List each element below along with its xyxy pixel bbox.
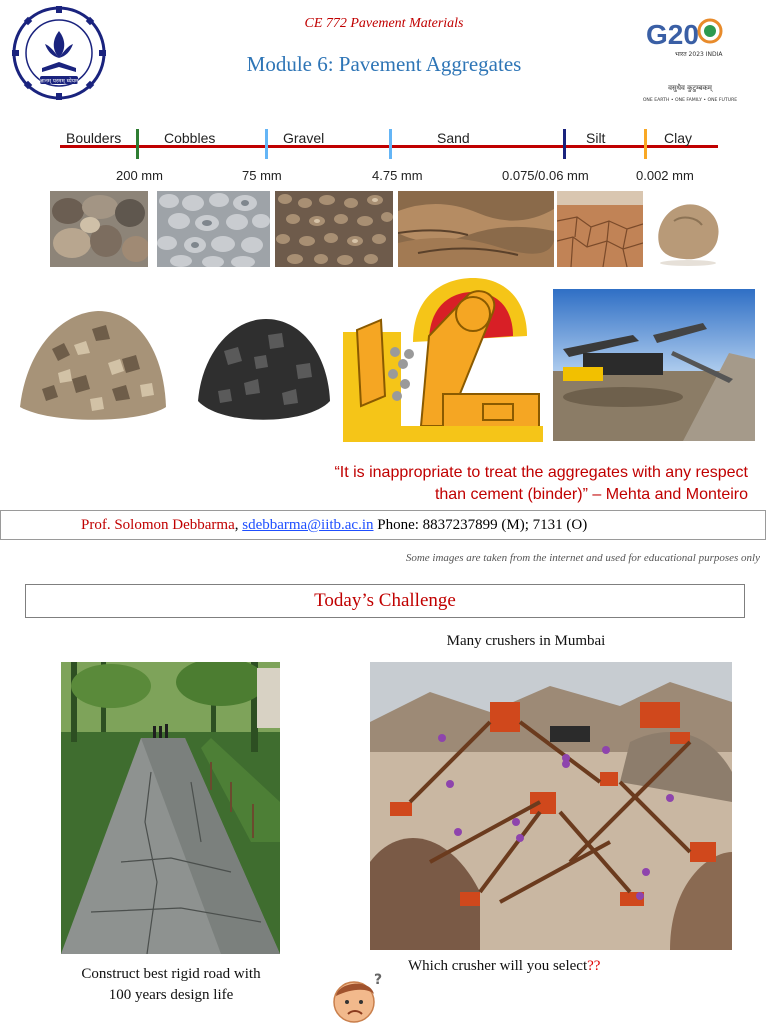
class-label-sand: Sand — [437, 130, 470, 146]
crusher-plant-illustration — [370, 662, 732, 950]
crushers-caption: Many crushers in Mumbai — [446, 633, 606, 649]
class-label-clay: Clay — [664, 130, 693, 146]
professor-name: Prof. Solomon Debbarma — [81, 517, 235, 533]
road-caption — [45, 964, 297, 1006]
g20-logo — [640, 10, 740, 105]
svg-text:?: ? — [374, 972, 383, 988]
svg-text:G20: G20 — [646, 19, 699, 50]
light-aggregate-photo — [12, 289, 174, 441]
class-label-gravel: Gravel — [283, 130, 325, 146]
quote-line-2: than cement (binder)” – Mehta and Monteiro — [434, 486, 748, 503]
image-disclaimer: Some images are taken from the internet and used for educational purposes only — [405, 552, 760, 564]
scale-tick-0-075mm — [563, 129, 566, 159]
jaw-crusher-diagram — [343, 276, 543, 442]
class-label-silt: Silt — [586, 130, 606, 146]
cobbles-photo — [157, 191, 270, 267]
thinking-face-icon — [330, 968, 388, 1024]
boulders-photo — [50, 191, 148, 267]
question-caption — [408, 958, 600, 975]
clay-photo — [648, 191, 728, 267]
size-label-0-002mm: 0.002 mm — [636, 168, 694, 183]
scale-tick-0-002mm — [644, 129, 647, 159]
question-text: Which crusher will you select — [408, 958, 588, 974]
silt-photo — [557, 191, 643, 267]
size-label-4-75mm: 4.75 mm — [372, 168, 423, 183]
svg-text:वसुधैव कुटुम्बकम्: वसुधैव कुटुम्बकम् — [668, 84, 712, 92]
dark-aggregate-photo — [184, 289, 342, 441]
road-photo — [61, 662, 280, 954]
todays-challenge-title: Today’s Challenge — [25, 584, 745, 618]
phone-text: Phone: 8837237899 (M); 7131 (O) — [373, 517, 588, 533]
quote-block — [250, 462, 748, 506]
svg-text:भारत 2023 INDIA: भारत 2023 INDIA — [675, 51, 723, 58]
course-title: CE 772 Pavement Materials — [304, 16, 464, 31]
contact-box — [0, 510, 766, 540]
sand-photo — [398, 191, 554, 267]
svg-text:ज्ञानम् परमम् ध्येयम्: ज्ञानम् परमम् ध्येयम् — [39, 78, 79, 85]
size-label-200mm: 200 mm — [116, 168, 163, 183]
email-link[interactable]: sdebbarma@iitb.ac.in — [242, 517, 374, 533]
module-title: Module 6: Pavement Aggregates — [246, 52, 522, 76]
size-label-75mm: 75 mm — [242, 168, 282, 183]
road-caption-line-2: 100 years design life — [108, 987, 234, 1003]
mobile-crusher-photo — [553, 289, 755, 441]
contact-separator: , — [234, 517, 243, 533]
question-marks: ?? — [587, 958, 601, 974]
size-label-0-075mm: 0.075/0.06 mm — [502, 168, 589, 183]
quote-line-1: “It is inappropriate to treat the aggregates with any respect — [334, 464, 748, 481]
road-caption-line-1: Construct best rigid road with — [81, 966, 261, 982]
scale-tick-4-75mm — [389, 129, 392, 159]
class-label-boulders: Boulders — [66, 130, 122, 146]
scale-tick-200mm — [136, 129, 139, 159]
class-label-cobbles: Cobbles — [164, 130, 216, 146]
svg-text:ONE EARTH • ONE FAMILY • ONE F: ONE EARTH • ONE FAMILY • ONE FUTURE — [642, 98, 738, 103]
scale-tick-75mm — [265, 129, 268, 159]
gravel-photo — [275, 191, 393, 267]
